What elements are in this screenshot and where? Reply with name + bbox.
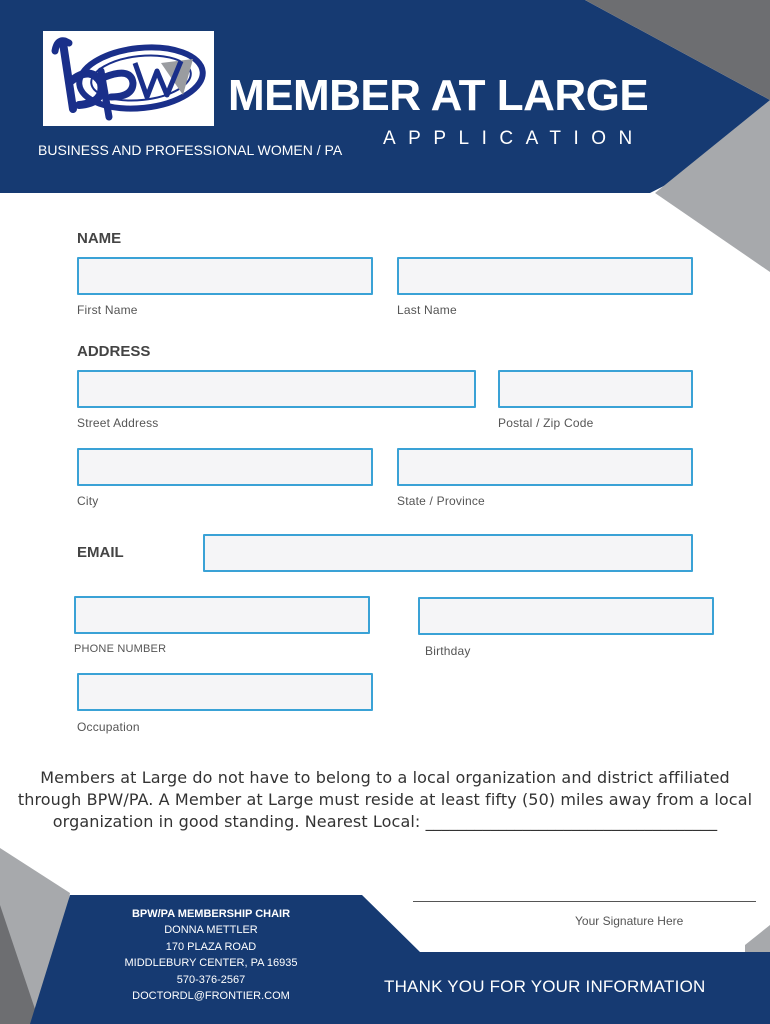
postal-code-caption: Postal / Zip Code (498, 416, 594, 430)
street-address-field[interactable] (77, 370, 476, 408)
page-title: MEMBER AT LARGE (228, 71, 649, 120)
logo (43, 31, 214, 126)
state-field[interactable] (397, 448, 693, 486)
occupation-field[interactable] (77, 673, 373, 711)
name-section-label: NAME (77, 230, 122, 247)
city-field[interactable] (77, 448, 373, 486)
last-name-field[interactable] (397, 257, 693, 295)
signature-line[interactable] (413, 901, 756, 902)
first-name-field[interactable] (77, 257, 373, 295)
chair-heading: BPW/PA MEMBERSHIP CHAIR (131, 908, 291, 920)
page-subtitle: APPLICATION (383, 128, 645, 149)
email-field[interactable] (203, 534, 693, 572)
membership-notice-text: Members at Large do not have to belong to a local organization and district affiliated through BPW/PA. A Member at Large must reside at least fifty (50) miles away from a local organization in good standing. Nearest Local: (17, 768, 753, 831)
footer-corner-right (745, 925, 770, 952)
chair-street: 170 PLAZA ROAD (165, 940, 257, 953)
membership-notice (14, 767, 756, 833)
chair-city: MIDDLEBURY CENTER, PA 16935 (124, 957, 298, 970)
occupation-caption: Occupation (77, 720, 140, 734)
bpw-logo-icon (43, 31, 214, 126)
birthday-caption: Birthday (425, 644, 471, 658)
chair-name: DONNA METTLER (164, 924, 258, 937)
phone-number-field[interactable] (74, 596, 370, 634)
address-section-label: ADDRESS (77, 343, 151, 360)
signature-caption: Your Signature Here (575, 914, 684, 928)
organization-name: BUSINESS AND PROFESSIONAL WOMEN / PA (38, 142, 343, 158)
first-name-caption: First Name (77, 303, 138, 317)
postal-code-field[interactable] (498, 370, 693, 408)
state-caption: State / Province (397, 494, 485, 508)
last-name-caption: Last Name (397, 303, 457, 317)
city-caption: City (77, 494, 99, 508)
email-section-label: EMAIL (77, 544, 124, 561)
nearest-local-blank[interactable]: ____________________________________ (425, 812, 718, 831)
birthday-field[interactable] (418, 597, 714, 635)
chair-email: DOCTORDL@FRONTIER.COM (132, 990, 290, 1003)
thank-you-message: THANK YOU FOR YOUR INFORMATION (384, 977, 706, 996)
chair-phone: 570-376-2567 (176, 973, 246, 986)
membership-chair-contact (100, 906, 322, 1004)
street-address-caption: Street Address (77, 416, 159, 430)
phone-number-caption: PHONE NUMBER (74, 643, 167, 655)
